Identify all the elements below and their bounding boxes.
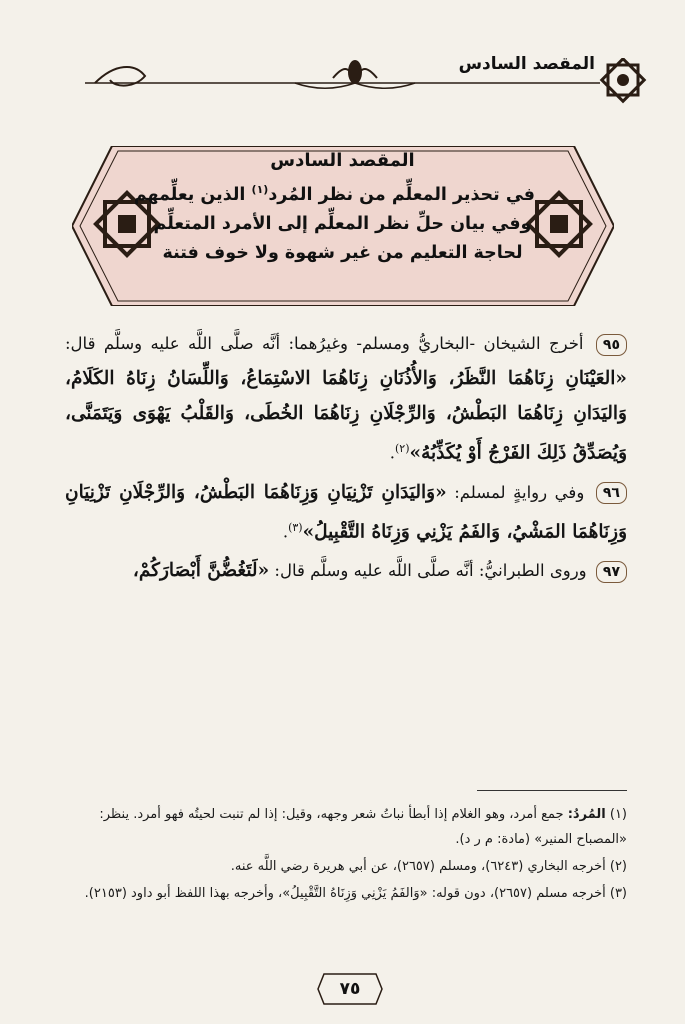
- footnote: (١) المُردُ: جمع أمرد، وهو الغلام إذا أبطأ نباتُ شعر وجهه، وقيل: إذا لم تنبت لحيتُه فهو أمرد. ينظر: «المصباح المنير» (مادة: م ر د).: [99, 807, 627, 847]
- hadith-number: ٩٦: [596, 482, 627, 504]
- footnote-marker: (٢): [609, 859, 627, 874]
- hadith-quote: «وَاليَدَانِ تَزْنِيَانِ وَزِنَاهُمَا البَطْشُ، وَالرِّجْلَانِ تَزْنِيَانِ وَزِنَاهُمَا المَشْيُ، وَالفَمُ يَزْنِي وَزِنَاهُ التَّقْبِيلُ»: [65, 481, 627, 542]
- hadith-paragraph: ٩٧ وروى الطبرانيُّ: أنَّه صلَّى اللَّه عليه وسلَّم قال: «لَتَغُضُّنَّ أَبْصَارَكُمْ،: [65, 553, 627, 588]
- chapter-subtitle-line-1: في تحذير المعلِّم من نظر المُرد$^{(١)}$ الذين يعلِّمهم: [133, 183, 535, 205]
- header-knot-icon: [602, 59, 644, 101]
- chapter-subtitle-line-3: لحاجة التعليم من غير شهوة ولا خوف فتنة: [162, 242, 523, 263]
- hadith-number: ٩٧: [596, 561, 627, 583]
- footnote-term: المُردُ:: [567, 807, 606, 822]
- star-knot-icon-right: [528, 193, 590, 255]
- hadith-paragraph: ٩٦ وفي روايةٍ لمسلم: «وَاليَدَانِ تَزْنِيَانِ وَزِنَاهُمَا البَطْشُ، وَالرِّجْلَانِ تَزْنِيَانِ وَزِنَاهُمَا المَشْيُ، وَالفَمُ يَزْنِي وَزِنَاهُ التَّقْبِيلُ»$^{(٣)}$.: [65, 481, 627, 542]
- footnote-marker: (٣): [609, 886, 627, 901]
- chapter-subtitle-line-2: وفي بيان حلِّ نظر المعلِّم إلى الأمرد المتعلِّم: [153, 213, 532, 234]
- running-header-title: المقصد السادس: [458, 54, 595, 74]
- footnote-ref: (١): [251, 183, 269, 196]
- main-text: [65, 326, 627, 592]
- hadith-quote: «لَتَغُضُّنَّ أَبْصَارَكُمْ،: [132, 560, 270, 581]
- chapter-heading: المقصد السادس: [270, 150, 415, 171]
- footnote-ref: (٣): [288, 520, 303, 534]
- page-number: ٧٥: [339, 979, 361, 999]
- footnotes: [60, 802, 627, 908]
- footnote-ref: (٢): [395, 442, 410, 455]
- footnote-separator: [477, 790, 627, 791]
- chapter-title: [133, 150, 535, 268]
- hadith-quote: «العَيْنَانِ زِنَاهُمَا النَّظَرُ، وَالأُذُنَانِ زِنَاهُمَا الاسْتِمَاعُ، وَاللِّسَانُ زِنَاهُ الكَلَامُ، وَاليَدَانِ زِنَاهُمَا البَطْشُ، وَالرِّجْلَانِ زِنَاهُمَا الخُطَى، وَالقَلْبُ يَهْوَى وَيَتَمَنَّى، وَيُصَدِّقُ ذَلِكَ الفَرْجُ أَوْ يُكَذِّبُهُ»: [65, 368, 627, 464]
- footnote: (٣) أخرجه مسلم (٢٦٥٧)، دون قوله: «وَالفَمُ يَزْنِي وَزِنَاهُ التَّقْبِيلُ»، وأخرجه بهذا اللفظ أبو داود (٢١٥٣).: [84, 886, 627, 901]
- footnote: (٢) أخرجه البخاري (٦٢٤٣)، ومسلم (٢٦٥٧)، عن أبي هريرة رضي اللَّه عنه.: [230, 859, 627, 874]
- hadith-number: ٩٥: [596, 334, 627, 356]
- footnote-marker: (١): [609, 807, 627, 822]
- hadith-paragraph: ٩٥ أخرج الشيخان -البخاريُّ ومسلم- وغيرُهما: أنَّه صلَّى اللَّه عليه وسلَّم قال: «العَيْنَانِ زِنَاهُمَا النَّظَرُ، وَالأُذُنَانِ زِنَاهُمَا الاسْتِمَاعُ، وَاللِّسَانُ زِنَاهُ الكَلَامُ، وَاليَدَانِ زِنَاهُمَا البَطْشُ، وَالرِّجْلَانِ زِنَاهُمَا الخُطَى، وَالقَلْبُ يَهْوَى وَيَتَمَنَّى، وَيُصَدِّقُ ذَلِكَ الفَرْجُ أَوْ يُكَذِّبُهُ»$^{(٢)}$.: [65, 334, 627, 464]
